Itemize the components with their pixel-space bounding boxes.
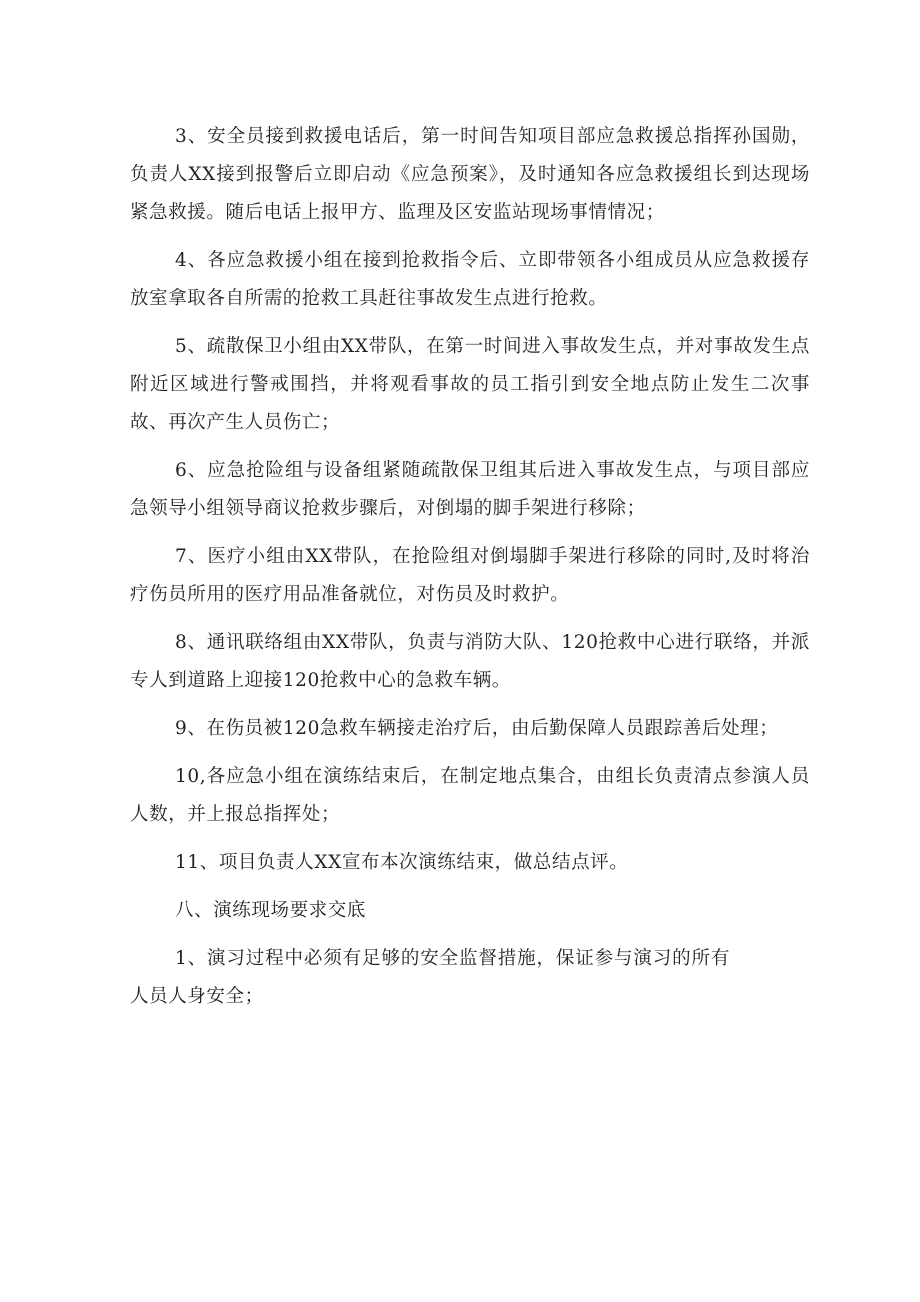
section-heading: 八、演练现场要求交底 <box>175 900 367 921</box>
paragraph-item-6: 6、应急抢险组与设备组紧随疏散保卫组其后进入事故发生点，与项目部应急领导小组领导商议抢救步骤后，对倒塌的脚手架进行移除； <box>130 460 810 519</box>
paragraph-item-8: 8、通讯联络组由XX带队，负责与消防大队、120抢救中心进行联络，并派专人到道路上迎接120抢救中心的急救车辆。 <box>130 632 810 691</box>
paragraph-item-7: 7、医疗小组由XX带队，在抢险组对倒塌脚手架进行移除的同时,及时将治疗伤员所用的医疗用品准备就位，对伤员及时救护。 <box>130 546 810 605</box>
paragraph-item-5: 5、疏散保卫小组由XX带队，在第一时间进入事故发生点，并对事故发生点附近区域进行警戒围挡，并将观看事故的员工指引到安全地点防止发生二次事故、再次产生人员伤亡； <box>130 336 810 433</box>
document-body <box>130 118 810 1026</box>
paragraph-item-3: 3、安全员接到救援电话后，第一时间告知项目部应急救援总指挥孙国勋，负责人XX接到报警后立即启动《应急预案》，及时通知各应急救援组长到达现场紧急救援。随后电话上报甲方、监理及区安监站现场事情情况； <box>130 126 810 223</box>
paragraph-requirement-1: 1、演习过程中必须有足够的安全监督措施，保证参与演习的所有人员人身安全； <box>130 948 730 1007</box>
paragraph-item-11: 11、项目负责人XX宣布本次演练结束，做总结点评。 <box>175 852 629 873</box>
paragraph-item-4: 4、各应急救援小组在接到抢救指令后、立即带领各小组成员从应急救援存放室拿取各自所需的抢救工具赶往事故发生点进行抢救。 <box>130 250 810 309</box>
paragraph-item-9: 9、在伤员被120急救车辆接走治疗后，由后勤保障人员跟踪善后处理； <box>175 718 779 739</box>
paragraph-item-10: 10,各应急小组在演练结束后，在制定地点集合，由组长负责清点参演人员人数，并上报总指挥处； <box>130 766 810 825</box>
